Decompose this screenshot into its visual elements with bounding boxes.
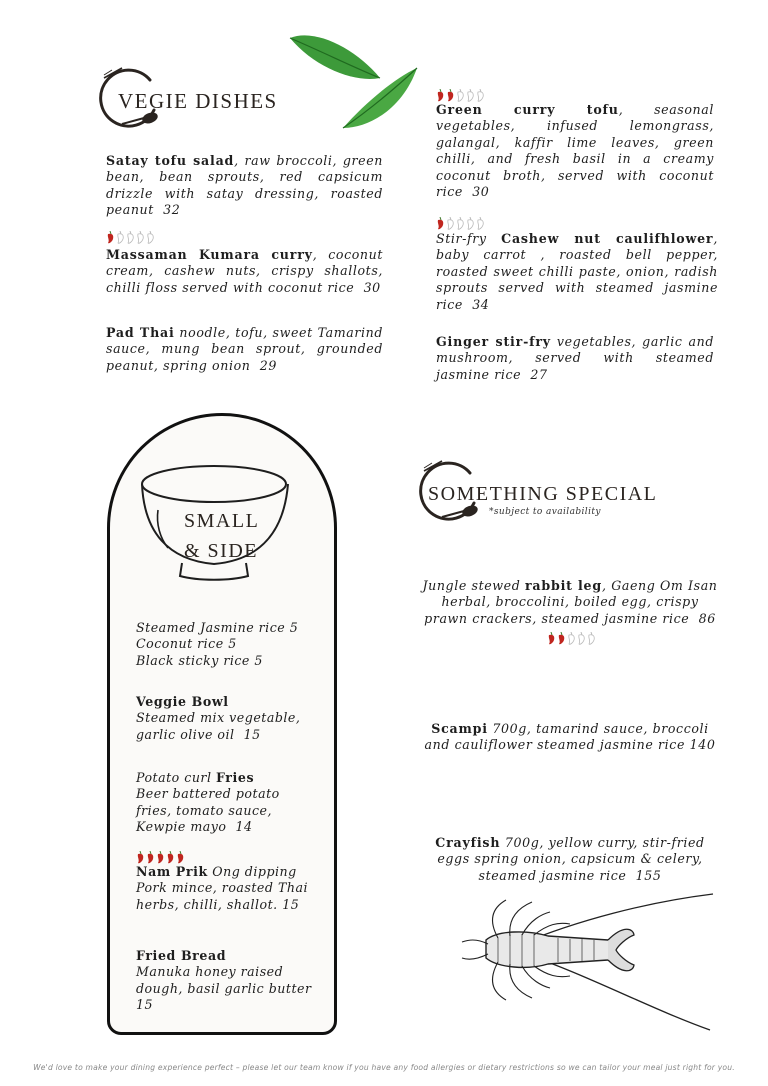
- item-name: Satay tofu salad: [106, 153, 235, 168]
- item-price: 14: [235, 819, 253, 835]
- chili-icon: [136, 851, 145, 864]
- chili-icon: [456, 89, 465, 102]
- list-item: Steamed Jasmine rice 5: [136, 620, 299, 635]
- chili-icon: [456, 217, 465, 230]
- chili-rating-cashew: [436, 217, 485, 230]
- item-name: rabbit leg: [524, 578, 602, 593]
- crayfish-illustration: [458, 890, 718, 1035]
- item-price: 15: [243, 726, 261, 742]
- item-name: Scampi: [431, 721, 488, 736]
- menu-item-nam-prik: Nam Prik Ong dipping Pork mince, roasted Thai herbs, chilli, shallot. 15: [136, 864, 308, 912]
- availability-note: *subject to availability: [489, 507, 601, 517]
- chili-icon: [146, 851, 155, 864]
- chili-icon: [446, 217, 455, 230]
- list-item: Black sticky rice 5: [136, 652, 263, 668]
- item-name: Nam Prik: [136, 864, 208, 879]
- menu-item-ginger: Ginger stir-fry vegetables, garlic and mushroom, served with steamed jasmine rice 27: [436, 334, 714, 382]
- menu-item-rabbit: Jungle stewed rabbit leg, Gaeng Om Isan herbal, broccolini, boiled egg, crispy prawn crackers, steamed jasmine rice 86: [422, 578, 718, 626]
- chili-icon: [436, 89, 445, 102]
- chili-icon: [156, 851, 165, 864]
- menu-item-satay: Satay tofu salad, raw broccoli, green bean, bean sprouts, red capsicum drizzle with satay dressing, roasted peanut 32: [106, 153, 383, 218]
- chili-icon: [577, 632, 586, 645]
- item-name: Ginger stir-fry: [436, 334, 551, 349]
- menu-item-fried-bread: Fried Bread Manuka honey raised dough, basil garlic butter 15: [136, 948, 316, 1014]
- chili-icon: [476, 217, 485, 230]
- chili-icon: [466, 89, 475, 102]
- small-side-heading-line1: SMALL: [184, 510, 260, 532]
- item-price: 32: [163, 202, 181, 218]
- chili-rating-green-curry: [436, 89, 485, 102]
- item-price: 34: [472, 296, 490, 312]
- chili-icon: [466, 217, 475, 230]
- item-price: 29: [259, 357, 277, 373]
- chili-rating-nam-prik: [136, 851, 185, 864]
- item-name: Fried Bread: [136, 948, 227, 963]
- menu-item-crayfish: Crayfish 700g, yellow curry, stir-fried eggs spring onion, capsicum & celery, steamed jasmine rice 155: [435, 835, 705, 883]
- chili-icon: [557, 632, 566, 645]
- menu-item-cashew: Stir-fry Cashew nut caulifhlower, baby carrot , roasted bell pepper, roasted sweet chilli paste, onion, radish sprouts served with steamed jasmine rice 34: [436, 231, 718, 312]
- item-price: 15: [136, 997, 154, 1013]
- chili-icon: [116, 231, 125, 244]
- item-price: 30: [472, 184, 490, 200]
- chili-icon: [146, 231, 155, 244]
- item-price: 15: [282, 896, 300, 912]
- chili-icon: [587, 632, 596, 645]
- chili-rating-massaman: [106, 231, 155, 244]
- chili-icon: [446, 89, 455, 102]
- vegie-heading: VEGIE DISHES: [118, 89, 278, 113]
- menu-item-veggie-bowl: Veggie Bowl Steamed mix vegetable, garlic olive oil 15: [136, 694, 311, 743]
- chili-icon: [547, 632, 556, 645]
- basil-leaf-icon: [285, 28, 425, 138]
- menu-item-padthai: Pad Thai noodle, tofu, sweet Tamarind sauce, mung bean sprout, grounded peanut, spring onion 29: [106, 325, 383, 373]
- chili-rating-rabbit: [547, 632, 596, 645]
- menu-item-green-curry: Green curry tofu, seasonal vegetables, infused lemongrass, galangal, kaffir lime leaves, green chilli, and fresh basil in a creamy coconut broth, served with coconut rice 30: [436, 102, 715, 200]
- item-price: 86: [698, 610, 716, 626]
- item-name: Cashew nut caulifhlower: [501, 231, 714, 246]
- chili-icon: [136, 231, 145, 244]
- item-name: Green curry tofu: [436, 102, 619, 117]
- item-name: Veggie Bowl: [136, 694, 229, 709]
- special-heading: SOMETHING SPECIAL: [428, 483, 658, 505]
- chili-icon: [476, 89, 485, 102]
- item-price: 30: [363, 279, 381, 295]
- simple-sides-list: [136, 620, 326, 669]
- menu-item-fries: Potato curl Fries Beer battered potato fries, tomato sauce, Kewpie mayo 14: [136, 770, 280, 835]
- chili-icon: [567, 632, 576, 645]
- small-side-heading-line2: & SIDE: [184, 540, 258, 562]
- chili-icon: [176, 851, 185, 864]
- item-price: 155: [635, 867, 662, 883]
- item-name: Massaman Kumara curry: [106, 247, 313, 262]
- menu-item-massaman: Massaman Kumara curry, coconut cream, cashew nuts, crispy shallots, chilli floss served with coconut rice 30: [106, 247, 383, 295]
- allergy-footer: We'd love to make your dining experience perfect – please let our team know if you have any food allergies or dietary restrictions so we can tailor your meal just right for you.: [33, 1063, 735, 1072]
- chili-icon: [436, 217, 445, 230]
- item-name: Pad Thai: [106, 325, 175, 340]
- item-price: 140: [689, 737, 716, 753]
- menu-item-scampi: Scampi 700g, tamarind sauce, broccoli and cauliflower steamed jasmine rice 140: [424, 721, 716, 753]
- list-item: Coconut rice 5: [136, 636, 237, 652]
- item-name: Fries: [215, 770, 255, 785]
- chili-icon: [126, 231, 135, 244]
- item-name: Crayfish: [435, 835, 501, 850]
- chili-icon: [106, 231, 115, 244]
- chili-icon: [166, 851, 175, 864]
- item-price: 27: [530, 366, 548, 382]
